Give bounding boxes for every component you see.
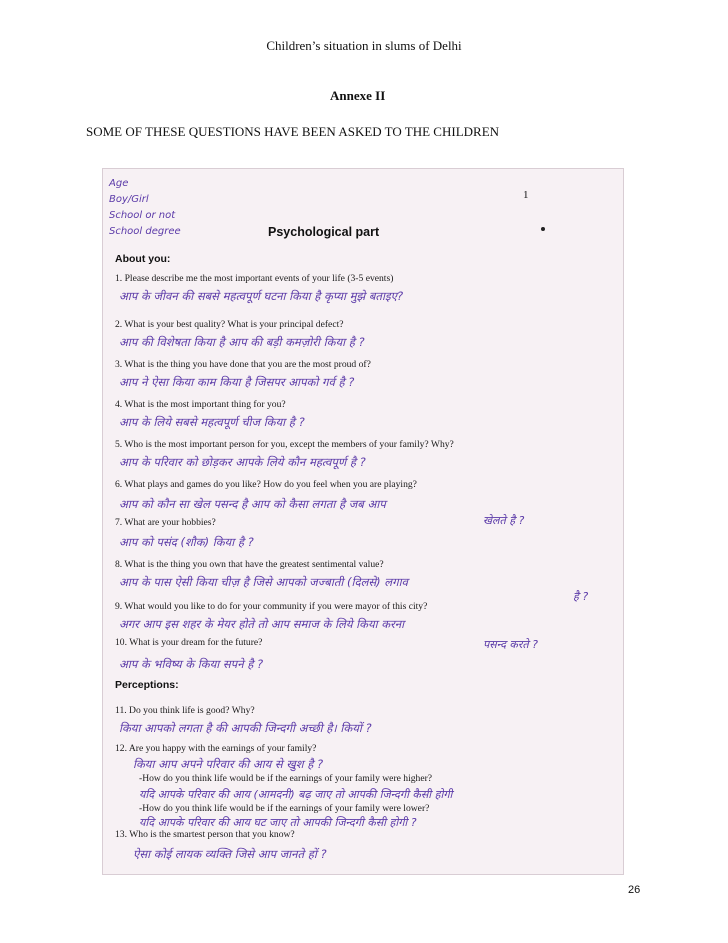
answer-6-cont: खेलते है ? [483,514,525,527]
scanned-questionnaire [102,168,624,875]
answer-13: ऐसा कोई लायक व्यक्ति जिसे आप जानते हों ? [133,847,327,861]
scan-page-number: 1 [523,189,529,201]
meta-age: Age [109,178,129,189]
answer-1: आप के जीवन की सबसे महत्वपूर्ण घटना किया है कृप्या मुझे बताइए? [119,289,404,303]
answer-11: किया आपको लगता है की आपकी जिन्दगी अच्छी है। कियों ? [119,721,372,735]
question-12b: -How do you think life would be if the earnings of your family were lower? [139,803,430,814]
section-perceptions: Perceptions: [115,679,179,691]
question-13: 13. Who is the smartest person that you know? [115,829,295,840]
question-6: 6. What plays and games do you like? How do you feel when you are playing? [115,479,417,490]
answer-8-cont: है ? [573,590,589,603]
question-7: 7. What are your hobbies? [115,517,216,528]
answer-8: आप के पास ऐसी किया चीज़ है जिसे आपको जज्बाती (दिलसे) लगाव [119,575,408,589]
meta-gender: Boy/Girl [109,194,149,205]
intro-text: SOME OF THESE QUESTIONS HAVE BEEN ASKED TO THE CHILDREN [86,124,500,139]
answer-12a: यदि आपके परिवार की आय (आमदनी) बढ़ जाए तो आपकी जिन्दगी कैसी होगी [139,788,453,801]
page-number: 26 [628,884,641,896]
answer-9-cont: पसन्द करते ? [483,638,538,651]
question-1: 1. Please describe me the most important events of your life (3-5 events) [115,273,394,284]
answer-7: आप को पसंद (शौक) किया है ? [119,535,254,549]
annexe-title: Annexe II [330,88,386,103]
question-5: 5. Who is the most important person for you, except the members of your family? Why? [115,439,454,450]
section-about: About you: [115,253,171,265]
question-10: 10. What is your dream for the future? [115,637,263,648]
running-header: Children’s situation in slums of Delhi [266,38,462,53]
question-9: 9. What would you like to do for your community if you were mayor of this city? [115,601,428,612]
question-12: 12. Are you happy with the earnings of your family? [115,743,317,754]
answer-6: आप को कौन सा खेल पसन्द है आप को कैसा लगता है जब आप [119,497,386,511]
meta-degree: School degree [109,226,181,237]
answer-5: आप के परिवार को छोड़कर आपके लिये कौन महत्वपूर्ण है ? [119,455,366,469]
answer-3: आप ने ऐसा किया काम किया है जिसपर आपको गर्व है ? [119,375,355,389]
question-4: 4. What is the most important thing for you? [115,399,286,410]
answer-12b: यदि आपके परिवार की आय घट जाए तो आपकी जिन्दगी कैसी होगी ? [139,816,417,829]
answer-10: आप के भविष्य के किया सपने है ? [119,657,264,671]
meta-school: School or not [109,210,176,221]
answer-4: आप के लिये सबसे महत्वपूर्ण चीज किया है ? [119,415,305,429]
question-11: 11. Do you think life is good? Why? [115,705,255,716]
question-3: 3. What is the thing you have done that you are the most proud of? [115,359,371,370]
answer-9: अगर आप इस शहर के मेयर होते तो आप समाज के लिये किया करना [119,617,405,631]
answer-2: आप की विशेषता किया है आप की बड़ी कमज़ोरी किया है ? [119,335,365,349]
question-12a: -How do you think life would be if the earnings of your family were higher? [139,773,433,784]
answer-12: किया आप अपने परिवार की आय से खुश है ? [133,757,324,771]
section-title: Psychological part [268,225,380,239]
question-2: 2. What is your best quality? What is your principal defect? [115,319,344,330]
question-8: 8. What is the thing you own that have the greatest sentimental value? [115,559,384,570]
pen-mark [541,227,545,231]
